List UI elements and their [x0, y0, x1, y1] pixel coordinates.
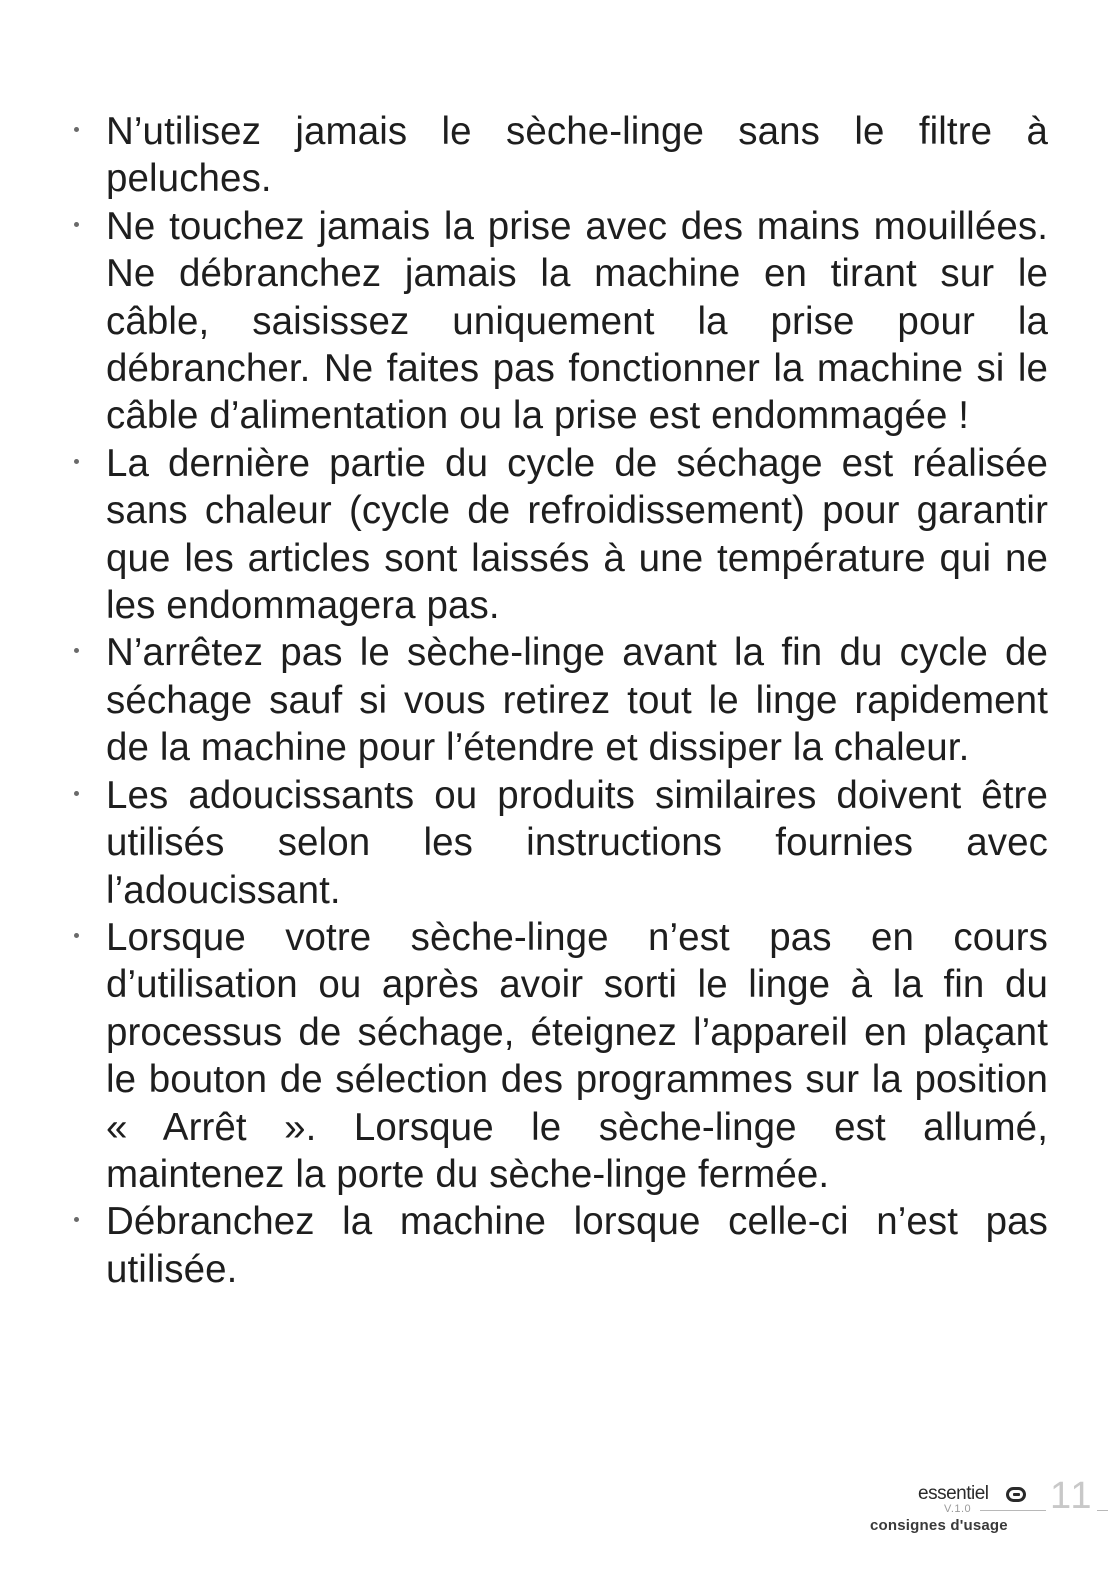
bullet-icon — [74, 222, 79, 227]
list-item-text: Les adoucissants ou produits similaires doivent être utilisés selon les instructions fournies avec l’adoucissant. — [106, 773, 1048, 912]
bullet-icon — [74, 127, 79, 132]
list-item — [70, 440, 1048, 630]
list-item-text: Débranchez la machine lorsque celle-ci n’est pas utilisée. — [106, 1200, 1048, 1291]
list-item — [70, 914, 1048, 1198]
page-footer — [850, 1475, 1108, 1545]
bullet-icon — [74, 1217, 79, 1222]
bullet-icon — [74, 648, 79, 653]
version-label: V.1.0 — [944, 1503, 972, 1515]
brand-name: essentiel — [918, 1483, 989, 1504]
list-item — [70, 629, 1048, 771]
section-label: consignes d'usage — [870, 1517, 1008, 1534]
list-item-text: Ne touchez jamais la prise avec des mains mouillées. Ne débranchez jamais la machine en tirant sur le câble, saisissez uniquement la prise pour la débrancher. Ne faites pas fonctionner la machine si le câble d’alimentation ou la prise est endommagée ! — [106, 204, 1048, 438]
page-number: 11 — [1046, 1475, 1097, 1518]
list-item — [70, 203, 1048, 440]
safety-instructions-list — [70, 108, 1048, 1293]
document-body — [70, 108, 1048, 1293]
list-item — [70, 772, 1048, 914]
list-item — [70, 1198, 1048, 1293]
list-item-text: N’utilisez jamais le sèche-linge sans le filtre à peluches. — [106, 110, 1048, 201]
list-item-text: La dernière partie du cycle de séchage est réalisée sans chaleur (cycle de refroidissement) pour garantir que les articles sont laissés à une température qui ne les endommagera pas. — [106, 441, 1048, 628]
list-item — [70, 108, 1048, 203]
essentiel-b-logo-icon — [1006, 1487, 1026, 1502]
bullet-icon — [74, 791, 79, 796]
list-item-text: N’arrêtez pas le sèche-linge avant la fin du cycle de séchage sauf si vous retirez tout le linge rapidement de la machine pour l’étendre et dissiper la chaleur. — [106, 631, 1048, 770]
list-item-text: Lorsque votre sèche-linge n’est pas en cours d’utilisation ou après avoir sorti le linge à la fin du processus de séchage, éteignez l’appareil en plaçant le bouton de sélection des programmes sur la position « Arrêt ». Lorsque le sèche-linge est allumé, maintenez la porte du sèche-linge fermée. — [106, 915, 1048, 1196]
bullet-icon — [74, 933, 79, 938]
bullet-icon — [74, 459, 79, 464]
